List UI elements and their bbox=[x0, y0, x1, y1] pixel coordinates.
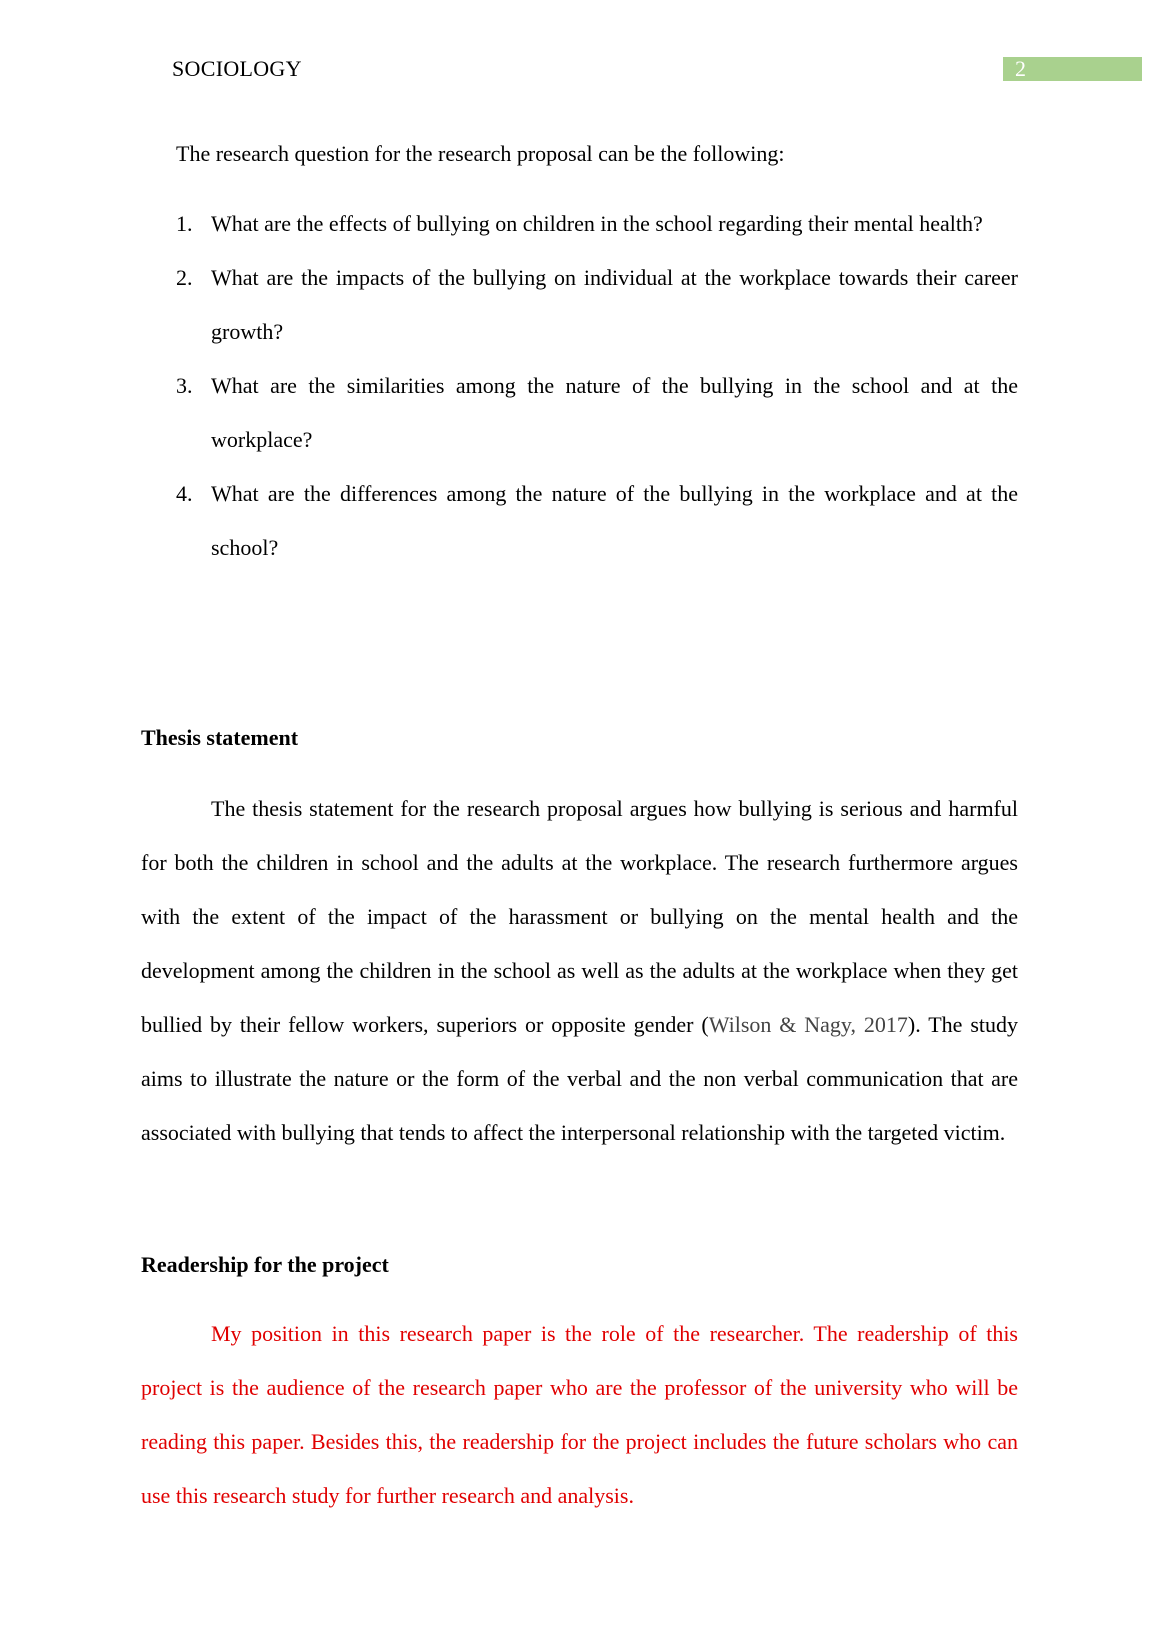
thesis-heading: Thesis statement bbox=[141, 725, 299, 750]
list-item-number: 4. bbox=[176, 481, 193, 506]
thesis-text-after-citation: ). The study aims to illustrate the nature or the form of the verbal and the non verbal communication that are associated with bullying that tends to affect the interpersonal relationship with the targeted victim. bbox=[141, 1012, 1018, 1145]
list-item-text: What are the impacts of the bullying on individual at the workplace towards their career growth? bbox=[211, 265, 1018, 344]
list-item bbox=[176, 251, 1018, 359]
thesis-text-before-citation: The thesis statement for the research proposal argues how bullying is serious and harmful for both the children in school and the adults at the workplace. The research furthermore argues with the extent of the impact of the harassment or bullying on the mental health and the development among the children in the school as well as the adults at the workplace when they get bullied by their fellow workers, superiors or opposite gender ( bbox=[141, 796, 1018, 1037]
list-item bbox=[176, 197, 1018, 251]
readership-paragraph: My position in this research paper is the role of the researcher. The readership of this project is the audience of the research paper who are the professor of the university who will be reading this paper. Besides this, the readership for the project includes the future scholars who can use this research study for further research and analysis. bbox=[141, 1321, 1018, 1508]
list-item-number: 2. bbox=[176, 265, 193, 290]
header-title: SOCIOLOGY bbox=[172, 56, 302, 81]
page-number-box bbox=[1003, 57, 1142, 81]
research-question-list bbox=[176, 197, 1018, 575]
thesis-citation: Wilson & Nagy, 2017 bbox=[708, 1012, 908, 1037]
list-item-text: What are the similarities among the nature of the bullying in the school and at the workplace? bbox=[211, 373, 1018, 452]
thesis-paragraph bbox=[141, 782, 1018, 1160]
list-item-number: 3. bbox=[176, 373, 193, 398]
readership-heading: Readership for the project bbox=[141, 1252, 389, 1277]
list-item bbox=[176, 359, 1018, 467]
list-item bbox=[176, 467, 1018, 575]
list-item-number: 1. bbox=[176, 211, 193, 236]
research-question-intro: The research question for the research proposal can be the following: bbox=[176, 141, 785, 166]
list-item-text: What are the differences among the nature of the bullying in the workplace and at the school? bbox=[211, 481, 1018, 560]
page-number: 2 bbox=[1015, 56, 1026, 81]
list-item-text: What are the effects of bullying on children in the school regarding their mental health? bbox=[211, 211, 983, 236]
